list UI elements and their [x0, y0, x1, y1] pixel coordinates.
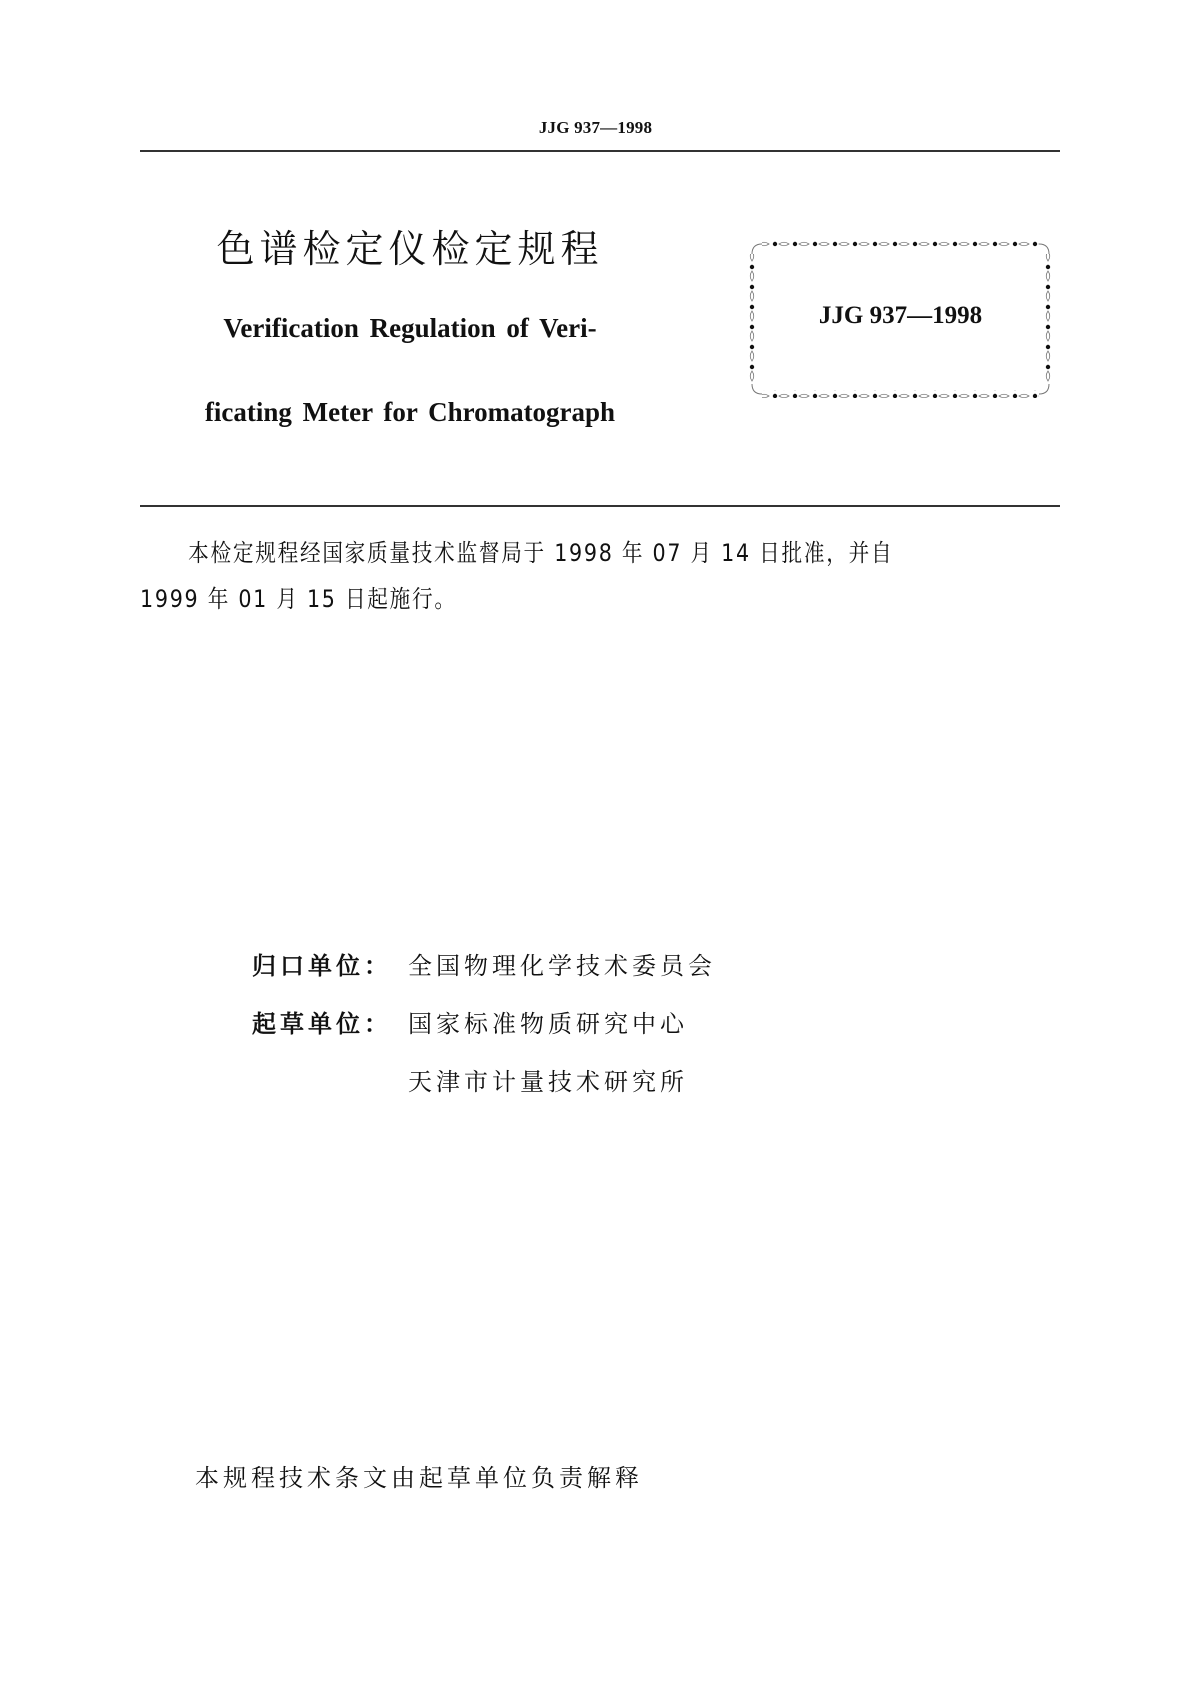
title-english-line1: Verification Regulation of Veri-: [223, 313, 597, 343]
drafting-unit-value-2: 天津市计量技术研究所: [408, 1068, 688, 1096]
title-english-line2: ficating Meter for Chromatograph: [204, 397, 616, 427]
header-rule: [140, 150, 1060, 152]
responsible-unit-value: 全国物理化学技术委员会: [408, 952, 716, 980]
responsible-unit-label: 归口单位：: [252, 952, 392, 980]
standard-code-box: [748, 240, 1053, 398]
drafting-unit-label: 起草单位：: [252, 1010, 392, 1038]
approval-line-2: 1999 年 01 月 15 日起施行。: [140, 585, 457, 613]
title-chinese: 色谱检定仪检定规程: [216, 227, 604, 271]
header-standard-code: JJG 937—1998: [538, 118, 653, 137]
code-box-standard-code: JJG 937—1998: [818, 302, 983, 329]
approval-line-1: 本检定规程经国家质量技术监督局于 1998 年 07 月 14 日批准，并自: [188, 539, 894, 567]
drafting-unit-value-1: 国家标准物质研究中心: [408, 1010, 688, 1038]
interpretation-note: 本规程技术条文由起草单位负责解释: [195, 1464, 643, 1492]
section-rule: [140, 505, 1060, 507]
